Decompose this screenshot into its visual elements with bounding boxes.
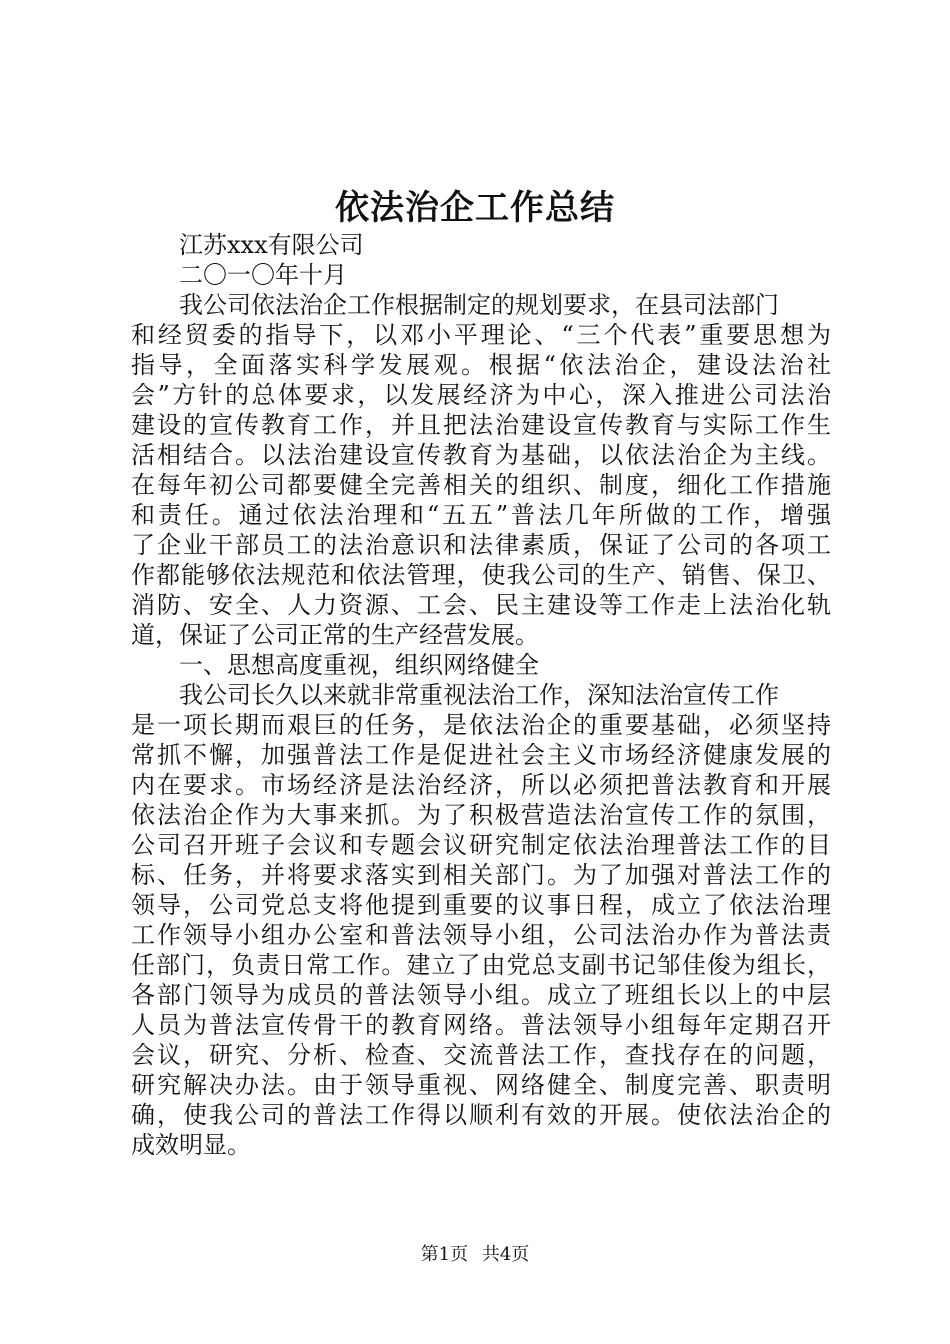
section-heading: 一、思想高度重视，组织网络健全 bbox=[179, 651, 539, 679]
paragraph-line: 人员为普法宣传骨干的教育网络。普法领导小组每年定期召开 bbox=[131, 1011, 831, 1039]
paragraph-line: 活相结合。以法治建设宣传教育为基础，以依法治企为主线。 bbox=[131, 441, 831, 469]
paragraph-line: 道，保证了公司正常的生产经营发展。 bbox=[131, 621, 539, 649]
page-number: 第1页 bbox=[420, 1244, 469, 1265]
paragraph-line: 了企业干部员工的法治意识和法律素质，保证了公司的各项工 bbox=[131, 531, 831, 559]
page-footer bbox=[0, 1243, 950, 1267]
paragraph-line: 会议，研究、分析、检查、交流普法工作，查找存在的问题， bbox=[131, 1041, 831, 1069]
paragraph-line: 公司召开班子会议和专题会议研究制定依法治理普法工作的目 bbox=[131, 831, 831, 859]
paragraph-line: 在每年初公司都要健全完善相关的组织、制度，细化工作措施 bbox=[131, 471, 831, 499]
paragraph-line: 我公司依法治企工作根据制定的规划要求，在县司法部门 bbox=[179, 291, 779, 319]
paragraph-line: 成效明显。 bbox=[131, 1131, 251, 1159]
paragraph-line: 作都能够依法规范和依法管理，使我公司的生产、销售、保卫、 bbox=[131, 561, 831, 589]
document-title: 依法治企工作总结 bbox=[335, 188, 615, 228]
paragraph-line: 研究解决办法。由于领导重视、网络健全、制度完善、职责明 bbox=[131, 1071, 831, 1099]
paragraph-line: 标、任务，并将要求落实到相关部门。为了加强对普法工作的 bbox=[131, 861, 831, 889]
paragraph-line: 确，使我公司的普法工作得以顺利有效的开展。使依法治企的 bbox=[131, 1101, 831, 1129]
paragraph-line: 和经贸委的指导下，以邓小平理论、“三个代表”重要思想为 bbox=[131, 321, 831, 349]
paragraph-line: 和责任。通过依法治理和“五五”普法几年所做的工作，增强 bbox=[131, 501, 831, 529]
paragraph-line: 依法治企作为大事来抓。为了积极营造法治宣传工作的氛围， bbox=[131, 801, 831, 829]
paragraph-line: 消防、安全、人力资源、工会、民主建设等工作走上法治化轨 bbox=[131, 591, 831, 619]
company-name: 江苏xxx有限公司 bbox=[179, 231, 364, 259]
paragraph-line: 建设的宣传教育工作，并且把法治建设宣传教育与实际工作生 bbox=[131, 411, 831, 439]
paragraph-line: 常抓不懈，加强普法工作是促进社会主义市场经济健康发展的 bbox=[131, 741, 831, 769]
document-body bbox=[131, 230, 831, 1160]
paragraph-line: 内在要求。市场经济是法治经济，所以必须把普法教育和开展 bbox=[131, 771, 831, 799]
paragraph-line: 任部门，负责日常工作。建立了由党总支副书记邹佳俊为组长， bbox=[131, 951, 831, 979]
paragraph-line: 会”方针的总体要求，以发展经济为中心，深入推进公司法治 bbox=[131, 381, 831, 409]
paragraph-line: 指导，全面落实科学发展观。根据“依法治企，建设法治社 bbox=[131, 351, 831, 379]
paragraph-line: 工作领导小组办公室和普法领导小组，公司法治办作为普法责 bbox=[131, 921, 831, 949]
paragraph-2 bbox=[131, 680, 831, 1160]
page-total: 共4页 bbox=[481, 1244, 530, 1265]
paragraph-line: 是一项长期而艰巨的任务，是依法治企的重要基础，必须坚持 bbox=[131, 711, 831, 739]
paragraph-line: 领导，公司党总支将他提到重要的议事日程，成立了依法治理 bbox=[131, 891, 831, 919]
paragraph-1 bbox=[131, 290, 831, 650]
paragraph-line: 我公司长久以来就非常重视法治工作，深知法治宣传工作 bbox=[179, 681, 779, 709]
document-date: 二〇一〇年十月 bbox=[179, 261, 347, 289]
paragraph-line: 各部门领导为成员的普法领导小组。成立了班组长以上的中层 bbox=[131, 981, 831, 1009]
